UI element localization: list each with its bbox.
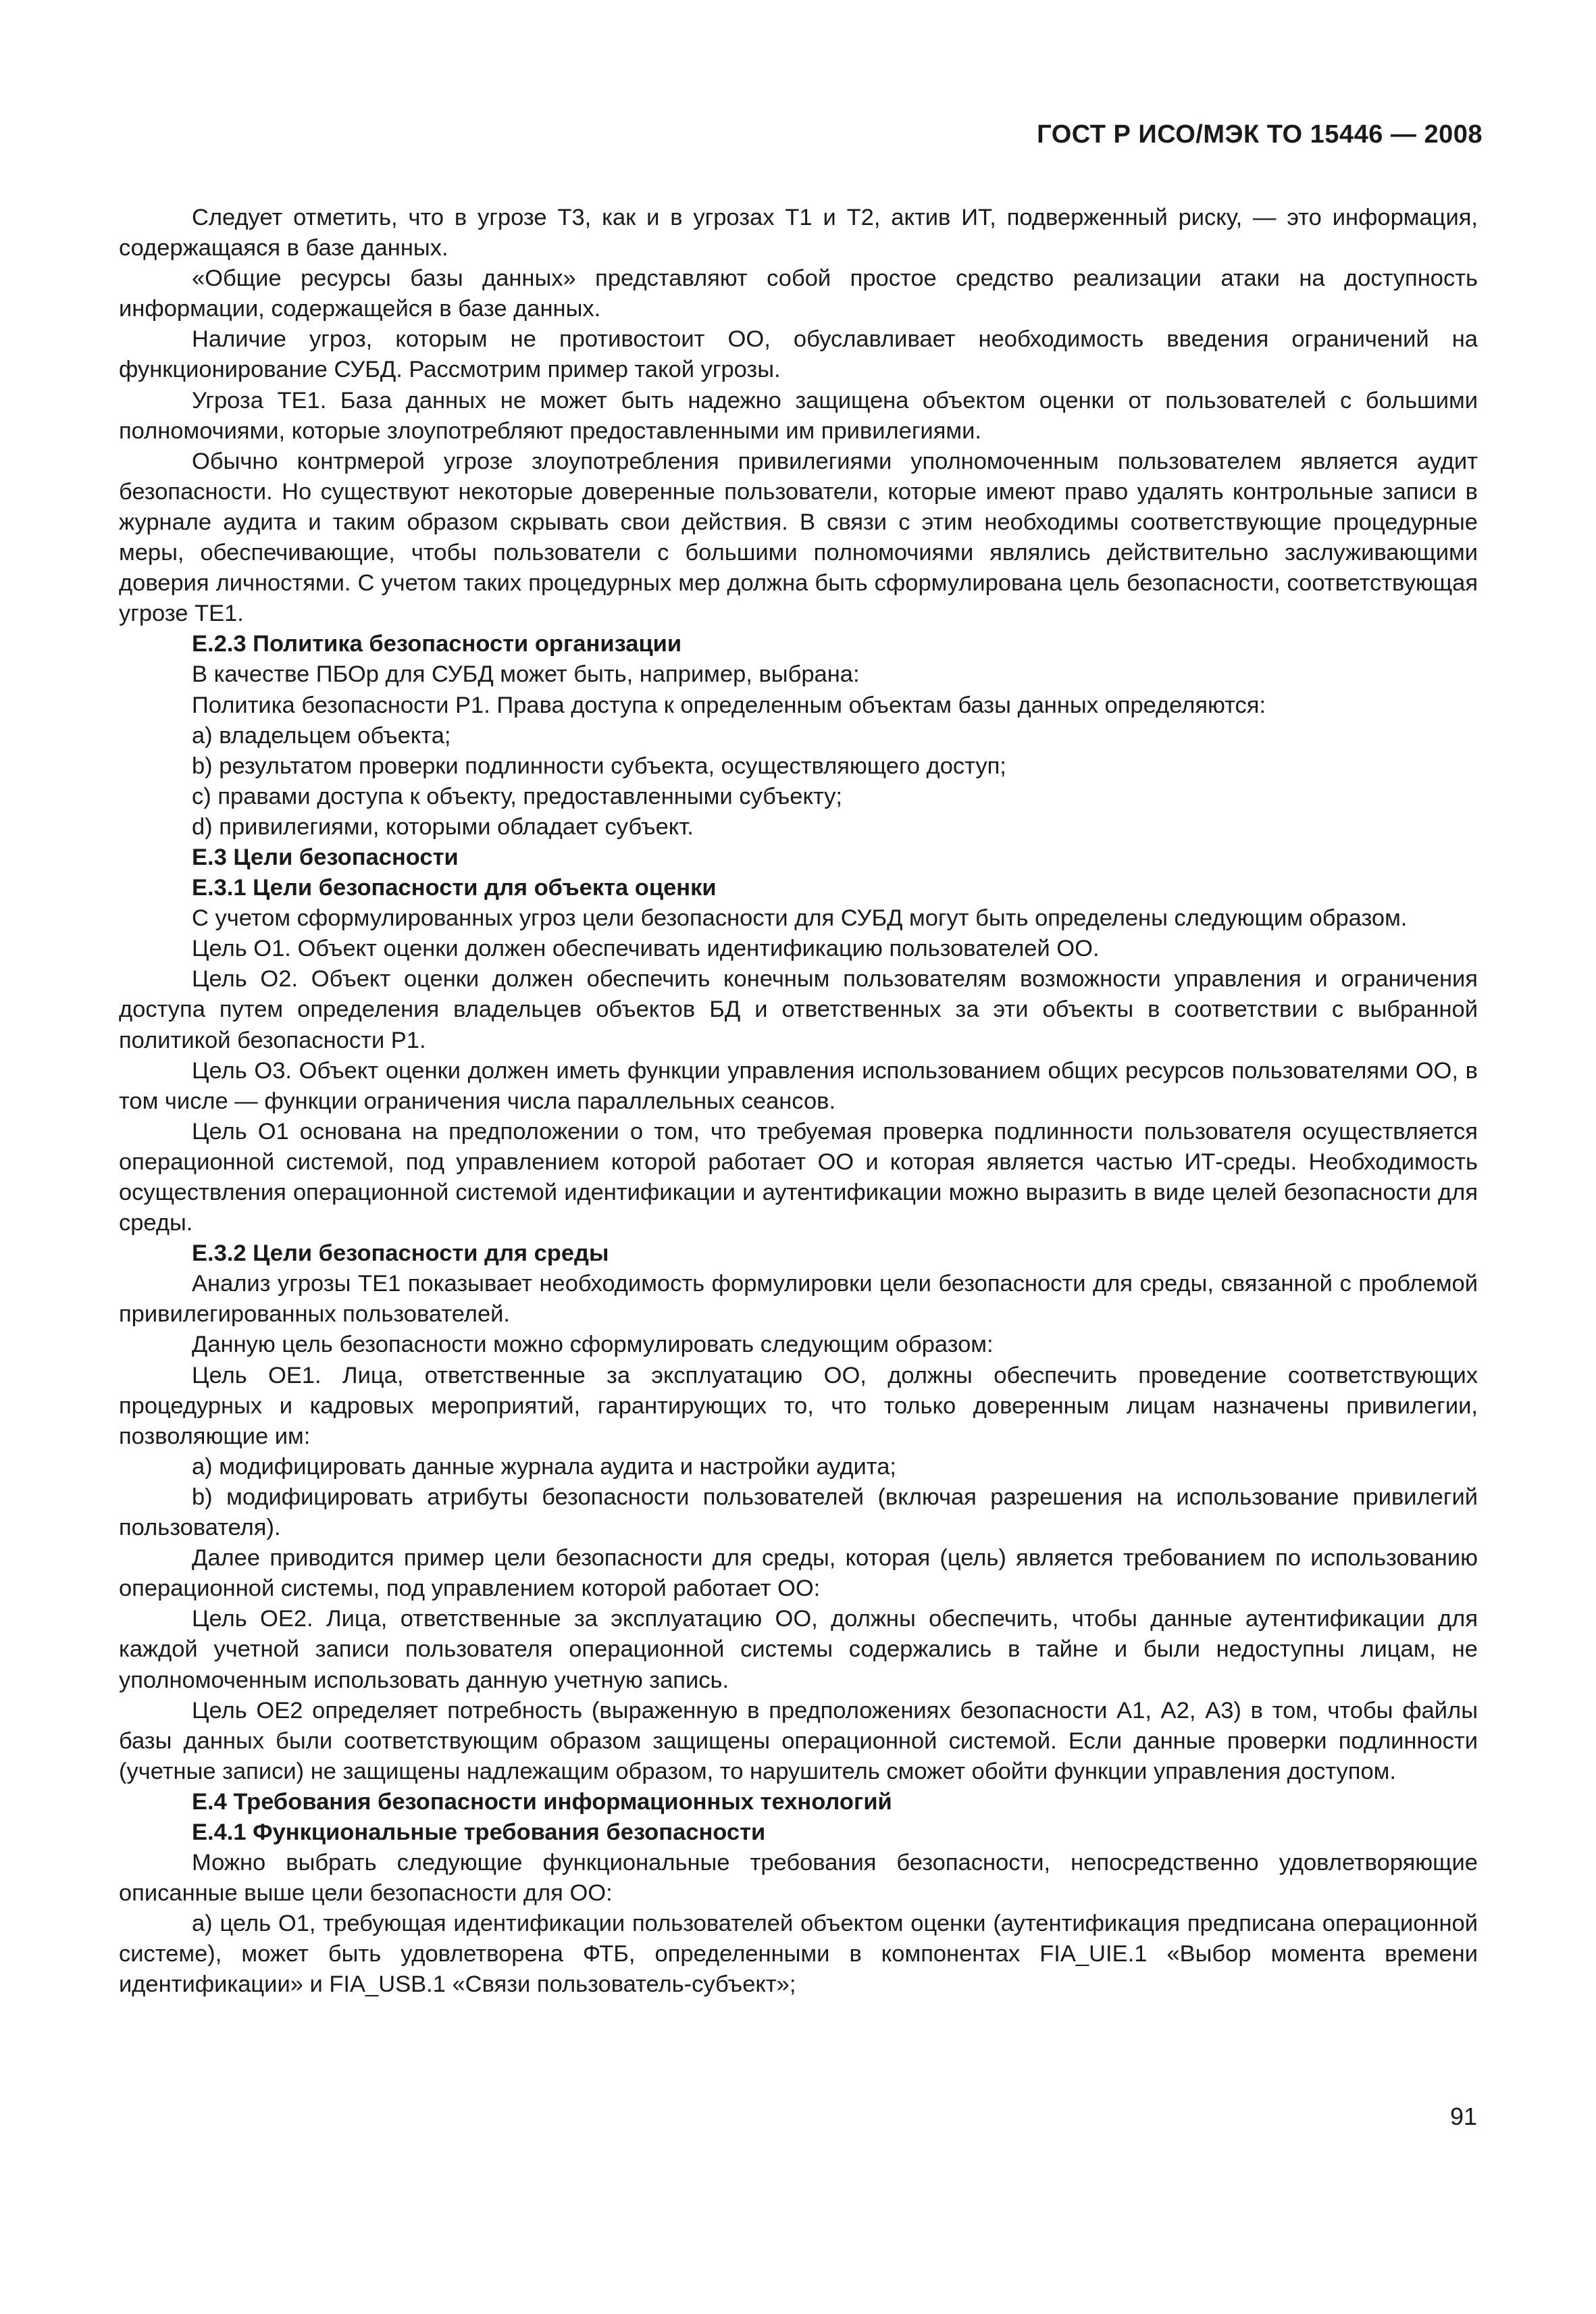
section-heading: Е.4 Требования безопасности информационных технологий	[192, 1788, 892, 1815]
paragraph: Цель ОЕ2 определяет потребность (выраженную в предположениях безопасности А1, А2, А3) в том, чтобы файлы базы данных были соответствующим образом защищены операционной системой. Если данные проверки подлинности (учетные записи) не защищены надлежащим образом, то нарушитель сможет обойти функции управления доступом.	[119, 1697, 1478, 1784]
list-item: а) владельцем объекта;	[192, 722, 451, 749]
list-item: а) цель О1, требующая идентификации пользователей объектом оценки (аутентификация предписана операционной системе), может быть удовлетворена ФТБ, определенными в компонентах FIA_UIE.1 «Выбор момента времени идентификации» и FIA_USB.1 «Связи пользователь-субъект»;	[119, 1911, 1478, 1998]
paragraph: В качестве ПБОр для СУБД может быть, например, выбрана:	[192, 661, 860, 688]
paragraph: Цель О1 основана на предположении о том, что требуемая проверка подлинности пользователя осуществляется операционной системой, под управлением которой работает ОО и которая является частью ИТ-среды. Необходимость осуществления операционной системой идентификации и аутентификации можно выразить в виде целей безопасности для среды.	[119, 1118, 1478, 1236]
page-body	[119, 203, 1478, 2001]
paragraph: Угроза ТЕ1. База данных не может быть надежно защищена объектом оценки от пользователей с большими полномочиями, которые злоупотребляют предоставленными им привилегиями.	[119, 387, 1478, 444]
section-heading: Е.3 Цели безопасности	[192, 844, 459, 870]
paragraph: Обычно контрмерой угрозе злоупотребления привилегиями уполномоченным пользователем является аудит безопасности. Но существуют некоторые доверенные пользователи, которые имеют право удалять контрольные записи в журнале аудита и таким образом скрывать свои действия. В связи с этим необходимы соответствующие процедурные меры, обеспечивающие, чтобы пользователи с большими полномочиями являлись действительно заслуживающими доверия личностями. С учетом таких процедурных мер должна быть сформулирована цель безопасности, соответствующая угрозе ТЕ1.	[119, 448, 1478, 627]
paragraph: Далее приводится пример цели безопасности для среды, которая (цель) является требованием по использованию операционной системы, под управлением которой работает ОО:	[119, 1545, 1478, 1602]
paragraph: Можно выбрать следующие функциональные требования безопасности, непосредственно удовлетворяющие описанные выше цели безопасности для ОО:	[119, 1850, 1478, 1907]
list-item: d) привилегиями, которыми обладает субъект.	[192, 813, 694, 840]
page-number: 91	[1449, 2103, 1477, 2130]
list-item: b) модифицировать атрибуты безопасности пользователей (включая разрешения на использование привилегий пользователя).	[119, 1484, 1478, 1541]
paragraph: «Общие ресурсы базы данных» представляют собой простое средство реализации атаки на доступность информации, содержащейся в базе данных.	[119, 266, 1478, 322]
paragraph: Цель ОЕ1. Лица, ответственные за эксплуатацию ОО, должны обеспечить проведение соответствующих процедурных и кадровых мероприятий, гарантирующих то, что только доверенным лицам назначены привилегии, позволяющие им:	[119, 1362, 1478, 1449]
paragraph: Политика безопасности Р1. Права доступа к определенным объектам базы данных определяются:	[192, 692, 1266, 718]
paragraph: С учетом сформулированных угроз цели безопасности для СУБД могут быть определены следующим образом.	[192, 905, 1408, 932]
section-heading: Е.2.3 Политика безопасности организации	[192, 631, 682, 657]
paragraph: Наличие угроз, которым не противостоит ОО, обуславливает необходимость введения ограничений на функционирование СУБД. Рассмотрим пример такой угрозы.	[119, 326, 1478, 383]
paragraph: Цель О2. Объект оценки должен обеспечить конечным пользователям возможности управления и ограничения доступа путем определения владельцев объектов БД и ответственных за эти объекты в соответствии с выбранной политикой безопасности Р1.	[119, 966, 1478, 1053]
paragraph: Цель О3. Объект оценки должен иметь функции управления использованием общих ресурсов пользователями ОО, в том числе — функции ограничения числа параллельных сеансов.	[119, 1057, 1478, 1114]
list-item: c) правами доступа к объекту, предоставленными субъекту;	[192, 783, 842, 809]
paragraph: Анализ угрозы ТЕ1 показывает необходимость формулировки цели безопасности для среды, связанной с проблемой привилегированных пользователей.	[119, 1271, 1478, 1328]
paragraph: Данную цель безопасности можно сформулировать следующим образом:	[192, 1332, 994, 1358]
paragraph: Следует отметить, что в угрозе Т3, как и в угрозах Т1 и Т2, актив ИТ, подверженный риску, — это информация, содержащаяся в базе данных.	[119, 205, 1478, 261]
list-item: а) модифицировать данные журнала аудита и настройки аудита;	[192, 1453, 896, 1480]
list-item: b) результатом проверки подлинности субъекта, осуществляющего доступ;	[192, 753, 1006, 779]
paragraph: Цель О1. Объект оценки должен обеспечивать идентификацию пользователей ОО.	[192, 936, 1100, 962]
standard-header: ГОСТ Р ИСО/МЭК ТО 15446 — 2008	[1037, 120, 1483, 149]
paragraph: Цель ОЕ2. Лица, ответственные за эксплуатацию ОО, должны обеспечить, чтобы данные аутентификации для каждой учетной записи пользователя операционной системы содержались в тайне и были недоступны лицам, не уполномоченным использовать данную учетную запись.	[119, 1606, 1478, 1693]
section-heading: Е.4.1 Функциональные требования безопасности	[192, 1819, 766, 1845]
section-heading: Е.3.2 Цели безопасности для среды	[192, 1240, 609, 1267]
section-heading: Е.3.1 Цели безопасности для объекта оценки	[192, 875, 717, 901]
